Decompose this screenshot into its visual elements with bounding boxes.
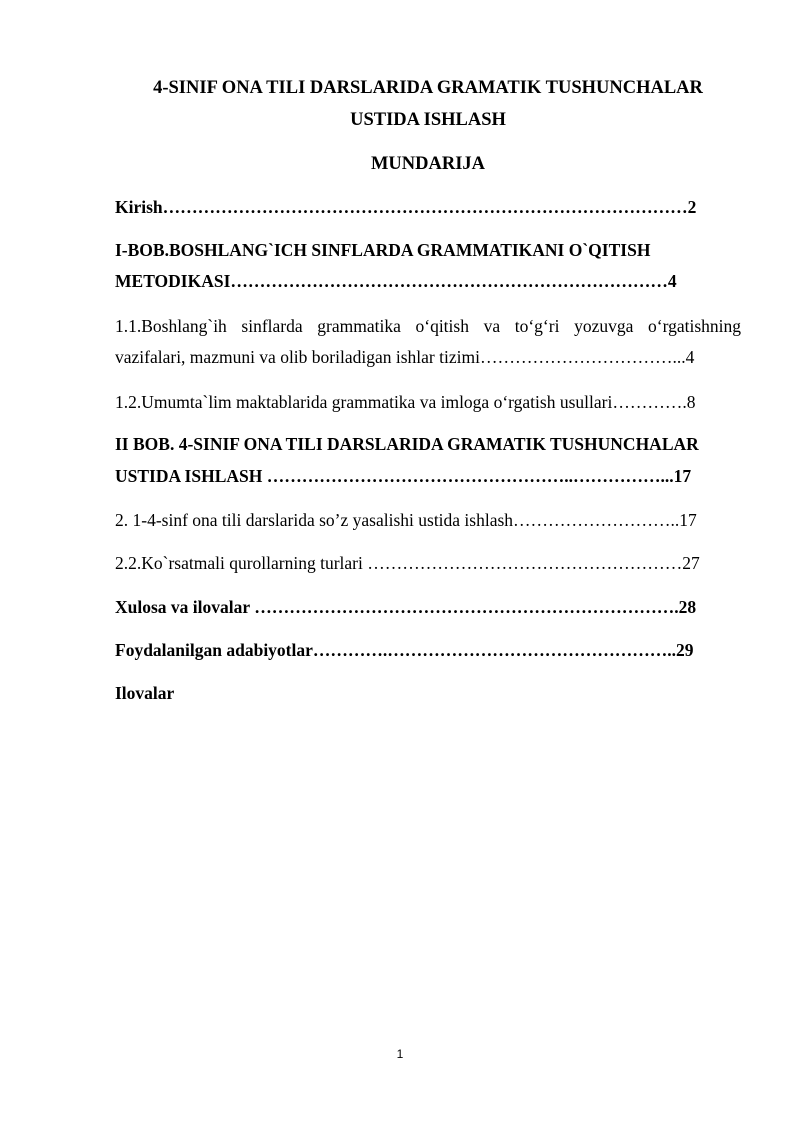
toc-entry-bob2-line-2: USTIDA ISHLASH ……………………………………………..……………...17 <box>115 466 692 486</box>
toc-entry-kirish: Kirish………………………………………………………………………………2 <box>115 197 697 217</box>
document-title-line-1: 4-SINIF ONA TILI DARSLARIDA GRAMATIK TUSHUNCHALAR <box>153 78 703 98</box>
toc-entry-bob1-line-1: I-BOB.BOSHLANG`ICH SINFLARDA GRAMMATIKANI O`QITISH <box>115 240 651 260</box>
toc-entry-2-2: 2.2.Ko`rsatmali qurollarning turlari ………………………………………………27 <box>115 553 700 573</box>
toc-entry-foydalanilgan: Foydalanilgan adabiyotlar………….…………………………………………..29 <box>115 640 694 660</box>
document-title-line-2: USTIDA ISHLASH <box>350 110 506 130</box>
toc-entry-2-1: 2. 1-4-sinf ona tili darslarida so’z yasalishi ustida ishlash………………………..17 <box>115 510 697 530</box>
toc-entry-ilovalar: Ilovalar <box>115 683 175 703</box>
toc-entry-1-2: 1.2.Umumta`lim maktablarida grammatika va imloga o‘rgatish usullari………….8 <box>115 392 696 412</box>
toc-entry-1-1-line-1: 1.1.Boshlang`ih sinflarda grammatika o‘qitish va to‘g‘ri yozuvga o‘rgatishning <box>115 316 741 336</box>
toc-entry-1-1-line-2: vazifalari, mazmuni va olib boriladigan ishlar tizimi……………………………...4 <box>115 347 695 367</box>
toc-entry-xulosa: Xulosa va ilovalar ……………………………………………………………….28 <box>115 597 697 617</box>
contents-heading: MUNDARIJA <box>370 154 486 174</box>
page-number: 1 <box>396 1047 404 1061</box>
toc-entry-bob2-line-1: II BOB. 4-SINIF ONA TILI DARSLARIDA GRAMATIK TUSHUNCHALAR <box>115 434 699 454</box>
toc-entry-bob1-line-2: METODIKASI…………………………………………………………………4 <box>115 271 677 291</box>
